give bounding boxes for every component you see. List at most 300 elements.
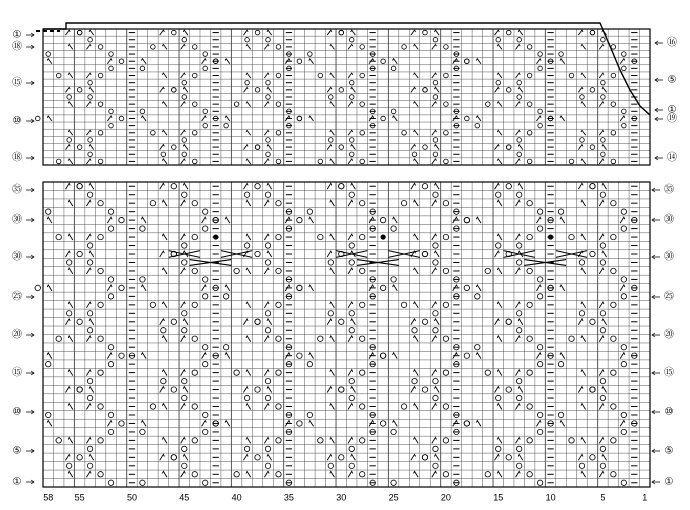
yarn-over-symbol — [537, 480, 542, 485]
yarn-over-symbol — [349, 328, 354, 333]
decrease-right-symbol — [68, 102, 73, 107]
yarn-over-symbol — [622, 123, 627, 128]
yarn-over-symbol — [569, 159, 574, 164]
yarn-over-symbol — [140, 226, 145, 231]
decrease-left-symbol — [327, 251, 332, 257]
decrease-right-symbol — [581, 336, 586, 342]
decrease-left-symbol — [599, 130, 604, 135]
decrease-right-symbol — [413, 102, 418, 107]
decrease-left-symbol — [181, 102, 186, 107]
decrease-right-symbol — [476, 59, 481, 64]
yarn-over-symbol — [611, 45, 616, 50]
decrease-right-symbol — [68, 130, 73, 135]
yarn-over-symbol — [244, 192, 249, 197]
yarn-over-symbol — [600, 378, 605, 383]
row-labels — [12, 30, 677, 488]
yarn-over-symbol — [88, 138, 93, 143]
yarn-over-symbol — [192, 200, 197, 205]
decrease-right-symbol — [351, 454, 356, 460]
decrease-left-symbol — [181, 130, 186, 135]
yarn-over-symbol — [433, 95, 438, 100]
decrease-left-symbol — [327, 30, 332, 35]
yarn-over-symbol — [265, 328, 270, 333]
decrease-right-symbol — [162, 302, 167, 308]
decrease-right-symbol — [68, 302, 73, 308]
yarn-over-symbol — [433, 446, 438, 451]
yarn-over-symbol — [579, 260, 584, 265]
lower-grid — [43, 182, 650, 487]
decrease-right-symbol — [89, 183, 94, 189]
yarn-over-symbol — [255, 455, 260, 460]
decrease-right-symbol — [330, 437, 335, 443]
yarn-over-symbol — [496, 446, 501, 451]
lower-left-row-label: ㉚ — [12, 214, 22, 226]
yarn-over-symbol — [192, 268, 197, 273]
decrease-left-symbol — [620, 59, 625, 64]
decrease-left-symbol — [86, 234, 91, 240]
decrease-left-symbol — [202, 59, 207, 64]
decrease-left-symbol — [495, 145, 500, 150]
yarn-over-symbol — [108, 226, 113, 231]
decrease-left-symbol — [202, 116, 207, 121]
yarn-over-symbol — [558, 412, 563, 417]
decrease-right-symbol — [246, 268, 251, 274]
decrease-left-symbol — [516, 437, 521, 443]
decrease-right-symbol — [309, 116, 314, 121]
yarn-over-symbol — [590, 145, 595, 150]
yarn-over-symbol — [590, 251, 595, 256]
decrease-right-symbol — [393, 353, 398, 359]
yarn-over-symbol — [349, 80, 354, 85]
yarn-over-symbol — [527, 268, 532, 273]
yarn-over-symbol — [517, 37, 522, 42]
yarn-over-symbol — [109, 52, 114, 57]
row-arrow — [26, 255, 34, 259]
yarn-over-symbol — [443, 438, 448, 443]
decrease-right-symbol — [246, 159, 251, 164]
yarn-over-symbol — [590, 30, 595, 35]
yarn-over-symbol — [140, 480, 145, 485]
yarn-over-symbol — [600, 328, 605, 333]
yarn-over-symbol — [622, 66, 627, 71]
decrease-left-symbol — [66, 145, 71, 150]
yarn-over-symbol — [537, 294, 542, 299]
yarn-over-symbol — [297, 285, 302, 290]
row-arrow — [652, 218, 660, 222]
decrease-right-symbol — [581, 302, 586, 308]
decrease-left-symbol — [66, 319, 71, 325]
column-labels — [43, 492, 647, 502]
yarn-over-symbol — [244, 395, 249, 400]
decrease-right-symbol — [560, 217, 565, 223]
cable-cross-symbol — [556, 251, 587, 258]
yarn-over-symbol — [569, 73, 574, 78]
yarn-over-symbol — [108, 480, 113, 485]
decrease-right-symbol — [246, 130, 251, 135]
yarn-over-symbol — [140, 66, 145, 71]
decrease-right-symbol — [68, 336, 73, 342]
yarn-over-symbol — [98, 102, 103, 107]
decrease-right-symbol — [351, 145, 356, 150]
decrease-right-symbol — [162, 200, 167, 206]
lower-left-row-label: ⑩ — [12, 406, 22, 418]
lower-right-row-label: ⑤ — [664, 445, 674, 457]
decrease-left-symbol — [411, 87, 416, 92]
decrease-left-symbol — [264, 102, 269, 107]
yarn-over-symbol — [359, 336, 364, 341]
yarn-over-symbol — [339, 319, 344, 324]
yarn-over-symbol — [192, 73, 197, 78]
yarn-over-symbol — [182, 328, 187, 333]
yarn-over-symbol — [77, 145, 82, 150]
yarn-over-symbol — [224, 123, 229, 128]
decrease-right-symbol — [413, 268, 418, 274]
yarn-over-symbol — [569, 438, 574, 443]
yarn-over-symbol — [318, 73, 323, 78]
yarn-over-symbol — [98, 73, 103, 78]
row-arrow — [655, 78, 663, 82]
decrease-right-symbol — [225, 116, 230, 121]
decrease-right-symbol — [351, 319, 356, 325]
yarn-over-symbol — [203, 226, 208, 231]
yarn-over-symbol — [203, 52, 208, 57]
yarn-over-symbol — [485, 472, 490, 477]
decrease-right-symbol — [162, 268, 167, 274]
decrease-right-symbol — [183, 30, 188, 35]
decrease-left-symbol — [264, 200, 269, 206]
decrease-right-symbol — [162, 234, 167, 240]
yarn-over-symbol — [537, 412, 542, 417]
yarn-over-symbol — [276, 336, 281, 341]
yarn-over-symbol — [182, 395, 187, 400]
yarn-over-symbol — [109, 123, 114, 128]
decrease-left-symbol — [86, 102, 91, 107]
decrease-right-symbol — [141, 59, 146, 64]
decrease-right-symbol — [351, 87, 356, 92]
decrease-right-symbol — [68, 234, 73, 240]
yarn-over-symbol — [527, 404, 532, 409]
decrease-left-symbol — [432, 102, 437, 107]
yarn-over-symbol — [506, 30, 511, 35]
lower-right-row-label: ① — [664, 476, 674, 488]
column-tick-label: 30 — [336, 492, 347, 503]
yarn-over-symbol — [182, 80, 187, 85]
decrease-left-symbol — [516, 268, 521, 274]
yarn-over-symbol — [276, 370, 281, 375]
row-arrow — [26, 371, 34, 375]
yarn-over-symbol — [245, 80, 250, 85]
decrease-right-symbol — [497, 471, 502, 477]
decrease-right-symbol — [183, 454, 188, 460]
decrease-right-symbol — [141, 420, 146, 426]
decrease-left-symbol — [516, 471, 521, 477]
yarn-over-symbol — [266, 138, 271, 143]
yarn-over-symbol — [402, 130, 407, 135]
decrease-right-symbol — [68, 471, 73, 477]
yarn-over-symbol — [87, 260, 92, 265]
yarn-over-symbol — [359, 234, 364, 239]
yarn-over-symbol — [171, 319, 176, 324]
yarn-over-symbol — [538, 109, 543, 114]
yarn-over-symbol — [433, 328, 438, 333]
decrease-left-symbol — [599, 302, 604, 308]
lower-left-row-label: ⑮ — [12, 367, 22, 379]
decrease-right-symbol — [309, 59, 314, 64]
yarn-over-symbol — [621, 480, 626, 485]
decrease-right-symbol — [413, 437, 418, 443]
yarn-over-symbol — [266, 152, 271, 157]
decrease-right-symbol — [413, 200, 418, 206]
decrease-left-symbol — [348, 234, 353, 240]
row-arrow — [26, 119, 34, 123]
yarn-over-symbol — [580, 138, 585, 143]
yarn-over-symbol — [496, 192, 501, 197]
lower-right-row-label: ㉚ — [664, 251, 674, 263]
decrease-right-symbol — [476, 116, 481, 121]
column-tick-label: 35 — [283, 492, 294, 503]
yarn-over-symbol — [349, 138, 354, 143]
yarn-over-symbol — [601, 152, 606, 157]
yarn-over-symbol — [182, 378, 187, 383]
yarn-over-symbol — [527, 73, 532, 78]
yarn-over-symbol — [360, 45, 365, 50]
yarn-over-symbol — [590, 184, 595, 189]
decrease-left-symbol — [348, 336, 353, 342]
decrease-left-symbol — [264, 44, 269, 49]
yarn-over-symbol — [621, 412, 626, 417]
upper-right-row-label: ⑤ — [667, 74, 677, 86]
yarn-over-symbol — [276, 130, 281, 135]
yarn-over-symbol — [360, 130, 365, 135]
yarn-over-symbol — [464, 353, 469, 358]
decrease-left-symbol — [243, 30, 248, 35]
yarn-over-symbol — [56, 159, 61, 164]
yarn-over-symbol — [297, 353, 302, 358]
decrease-right-symbol — [413, 73, 418, 78]
decrease-left-symbol — [495, 251, 500, 257]
decrease-right-symbol — [162, 370, 167, 376]
yarn-over-symbol — [611, 404, 616, 409]
decrease-right-symbol — [330, 73, 335, 78]
yarn-over-symbol — [87, 192, 92, 197]
yarn-over-symbol — [537, 344, 542, 349]
decrease-left-symbol — [536, 217, 541, 223]
decrease-left-symbol — [432, 437, 437, 443]
yarn-over-symbol — [359, 438, 364, 443]
cable-cross-symbol — [221, 251, 252, 258]
decrease-left-symbol — [264, 159, 269, 164]
yarn-over-symbol — [527, 234, 532, 239]
yarn-over-symbol — [443, 336, 448, 341]
yarn-over-symbol — [244, 446, 249, 451]
yarn-over-symbol — [601, 138, 606, 143]
yarn-over-symbol — [590, 88, 595, 93]
yarn-over-symbol — [192, 438, 197, 443]
yarn-over-symbol — [150, 404, 155, 409]
decrease-left-symbol — [202, 217, 207, 223]
decrease-right-symbol — [518, 30, 523, 35]
yarn-over-symbol — [223, 344, 228, 349]
lower-right-row-label: ⑳ — [664, 329, 674, 341]
decrease-right-symbol — [518, 387, 523, 393]
yarn-over-symbol — [517, 138, 522, 143]
yarn-over-symbol — [265, 463, 270, 468]
yarn-over-symbol — [349, 446, 354, 451]
yarn-over-symbol — [276, 102, 281, 107]
yarn-over-symbol — [318, 159, 323, 164]
decrease-right-symbol — [602, 183, 607, 189]
yarn-over-symbol — [580, 95, 585, 100]
decrease-left-symbol — [536, 59, 541, 64]
yarn-over-symbol — [401, 200, 406, 205]
decrease-right-symbol — [89, 454, 94, 460]
decrease-left-symbol — [160, 387, 165, 393]
yarn-over-symbol — [182, 138, 187, 143]
row-arrow — [655, 41, 663, 45]
yarn-over-symbol — [422, 455, 427, 460]
decrease-right-symbol — [497, 437, 502, 443]
yarn-over-symbol — [171, 455, 176, 460]
decrease-left-symbol — [432, 404, 437, 410]
yarn-over-symbol — [87, 328, 92, 333]
yarn-over-symbol — [276, 234, 281, 239]
yarn-over-symbol — [401, 404, 406, 409]
decrease-right-symbol — [434, 30, 439, 35]
decrease-left-symbol — [516, 234, 521, 240]
yarn-over-symbol — [276, 159, 281, 164]
decrease-left-symbol — [516, 404, 521, 410]
yarn-over-symbol — [611, 200, 616, 205]
yarn-over-symbol — [150, 302, 155, 307]
decrease-left-symbol — [86, 159, 91, 164]
decrease-right-symbol — [246, 370, 251, 376]
yarn-over-symbol — [433, 80, 438, 85]
yarn-over-symbol — [527, 302, 532, 307]
decrease-right-symbol — [476, 285, 481, 291]
decrease-right-symbol — [183, 319, 188, 325]
yarn-over-symbol — [140, 429, 145, 434]
yarn-over-symbol — [423, 88, 428, 93]
yarn-over-symbol — [527, 370, 532, 375]
yarn-over-symbol — [266, 80, 271, 85]
yarn-over-symbol — [600, 243, 605, 248]
yarn-over-symbol — [433, 138, 438, 143]
yarn-over-symbol — [443, 302, 448, 307]
decrease-left-symbol — [202, 285, 207, 291]
yarn-over-symbol — [506, 387, 511, 392]
yarn-over-symbol — [77, 88, 82, 93]
yarn-over-symbol — [329, 138, 334, 143]
yarn-over-symbol — [401, 302, 406, 307]
yarn-over-symbol — [506, 184, 511, 189]
decrease-left-symbol — [495, 454, 500, 460]
decrease-right-symbol — [413, 404, 418, 410]
decrease-right-symbol — [225, 353, 230, 359]
yarn-over-symbol — [88, 37, 93, 42]
yarn-over-symbol — [98, 302, 103, 307]
yarn-over-symbol — [297, 59, 302, 64]
yarn-over-symbol — [537, 209, 542, 214]
yarn-over-symbol — [265, 378, 270, 383]
yarn-over-symbol — [255, 30, 260, 35]
yarn-over-symbol — [579, 463, 584, 468]
decrease-left-symbol — [578, 145, 583, 150]
decrease-right-symbol — [581, 159, 586, 164]
decrease-right-symbol — [476, 420, 481, 426]
decrease-left-symbol — [160, 319, 165, 325]
decrease-left-symbol — [86, 370, 91, 376]
lower-left-row-label: ㉟ — [12, 184, 22, 196]
decrease-right-symbol — [602, 251, 607, 257]
yarn-over-symbol — [276, 302, 281, 307]
decrease-left-symbol — [578, 387, 583, 393]
decrease-right-symbol — [497, 234, 502, 240]
yarn-over-symbol — [67, 138, 72, 143]
yarn-over-symbol — [349, 152, 354, 157]
yarn-over-symbol — [328, 463, 333, 468]
decrease-left-symbol — [86, 471, 91, 477]
decrease-left-symbol — [66, 87, 71, 92]
decrease-left-symbol — [86, 302, 91, 308]
decrease-right-symbol — [560, 116, 565, 121]
decrease-left-symbol — [620, 217, 625, 223]
yarn-over-symbol — [381, 116, 386, 121]
column-tick-label: 25 — [388, 492, 399, 503]
yarn-over-symbol — [433, 243, 438, 248]
yarn-over-symbol — [590, 387, 595, 392]
decrease-right-symbol — [309, 353, 314, 359]
decrease-left-symbol — [107, 285, 112, 291]
yarn-over-symbol — [192, 472, 197, 477]
decrease-right-symbol — [497, 130, 502, 135]
yarn-over-symbol — [192, 45, 197, 50]
decrease-right-symbol — [267, 319, 272, 325]
decrease-right-symbol — [393, 285, 398, 291]
yarn-over-symbol — [276, 404, 281, 409]
yarn-over-symbol — [255, 251, 260, 256]
yarn-over-symbol — [412, 328, 417, 333]
yarn-over-symbol — [140, 277, 145, 282]
yarn-over-symbol — [276, 45, 281, 50]
decrease-right-symbol — [162, 102, 167, 107]
decrease-right-symbol — [89, 87, 94, 92]
decrease-left-symbol — [536, 285, 541, 291]
decrease-left-symbol — [160, 145, 165, 150]
yarn-over-symbol — [182, 95, 187, 100]
yarn-over-symbol — [98, 45, 103, 50]
yarn-over-symbol — [402, 45, 407, 50]
decrease-right-symbol — [330, 102, 335, 107]
decrease-left-symbol — [516, 73, 521, 78]
decrease-left-symbol — [432, 471, 437, 477]
yarn-over-symbol — [381, 59, 386, 64]
yarn-over-symbol — [203, 66, 208, 71]
yarn-over-symbol — [443, 404, 448, 409]
yarn-over-symbol — [203, 480, 208, 485]
yarn-over-symbol — [601, 37, 606, 42]
yarn-over-symbol — [276, 268, 281, 273]
yarn-over-symbol — [611, 234, 616, 239]
decrease-left-symbol — [348, 268, 353, 274]
yarn-over-symbol — [119, 421, 124, 426]
decrease-left-symbol — [516, 370, 521, 376]
yarn-over-symbol — [182, 192, 187, 197]
lower-right-row-label: ㉟ — [664, 184, 674, 196]
upper-right-row-label: ① — [667, 104, 677, 116]
row-arrow — [26, 33, 34, 37]
decrease-right-symbol — [89, 145, 94, 150]
decrease-right-symbol — [560, 353, 565, 359]
